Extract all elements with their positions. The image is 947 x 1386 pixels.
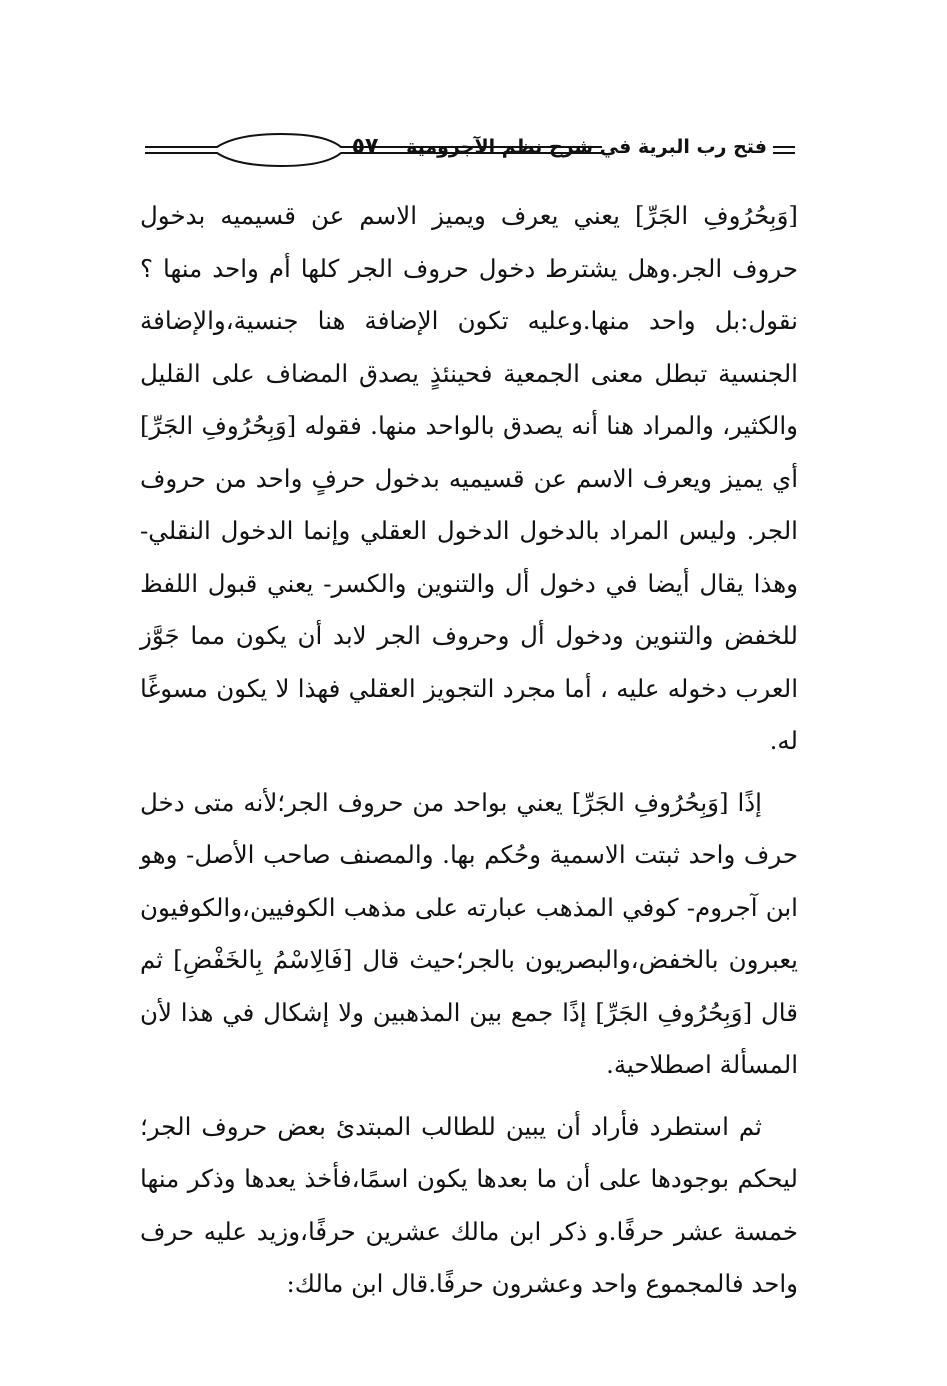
paragraph-text: [وَبِحُرُوفِ الجَرِّ] يعني يعرف ويميز الاسم عن قسيميه بدخول حروف الجر.وهل يشترط دخول حروف الجر كلها أم واحد منها ؟ نقول:بل واحد منها.وعليه تكون الإضافة هنا جنسية،والإضافة الجنسية تبطل معنى الجمعية فحينئذٍ يصدق المضاف على القليل والكثير، والمراد هنا أنه يصدق بالواحد منها. فقوله [وَبِحُرُوفِ الجَرِّ] أي يميز ويعرف الاسم عن قسيميه بدخول حرفٍ واحد من حروف الجر. وليس المراد بالدخول الدخول العقلي وإنما الدخول النقلي-وهذا يقال أيضا في دخول أل والتنوين والكسر- يعني قبول اللفظ للخفض والتنوين ودخول أل وحروف الجر لابد أن يكون مما جَوَّز العرب دخوله عليه ، أما مجرد التجويز العقلي فهذا لا يكون مسوغًا له. [140, 201, 798, 755]
header-rule-middle [427, 146, 602, 154]
paragraph-text: ثم استطرد فأراد أن يبين للطالب المبتدئ بعض حروف الجر؛ليحكم بوجودها على أن ما بعدها يكون اسمًا،فأخذ يعدها وذكر منها خمسة عشر حرفًا.و ذكر ابن مالك عشرين حرفًا،وزيد عليه حرف واحد فالمجموع واحد وعشرون حرفًا.قال ابن مالك: [140, 1111, 798, 1298]
paragraph-3 [140, 1101, 798, 1311]
page-number: ٥٧ [351, 134, 379, 159]
paragraph-text: إذًا [وَبِحُرُوفِ الجَرِّ] يعني بواحد من حروف الجر؛لأنه متى دخل حرف واحد ثبتت الاسمية وحُكم بها. والمصنف صاحب الأصل- وهو ابن آجروم- كوفي المذهب عبارته على مذهب الكوفيين،والكوفيون يعبرون بالخفض،والبصريون بالجر؛حيث قال [فَالِاسْمُ بِالخَفْضِ] ثم قال [وَبِحُرُوفِ الجَرِّ] إذًا جمع بين المذهبين ولا إشكال في هذا لأن المسألة اصطلاحية. [140, 787, 798, 1079]
main-text [140, 190, 798, 1311]
running-title: فتح رب البرية في شرح نظم الآجرومية [406, 136, 767, 158]
paragraph-1 [140, 190, 798, 768]
header-rule-left [145, 146, 167, 154]
page-header [145, 130, 795, 170]
header-rule-right [773, 146, 795, 154]
paragraph-2 [140, 777, 798, 1092]
